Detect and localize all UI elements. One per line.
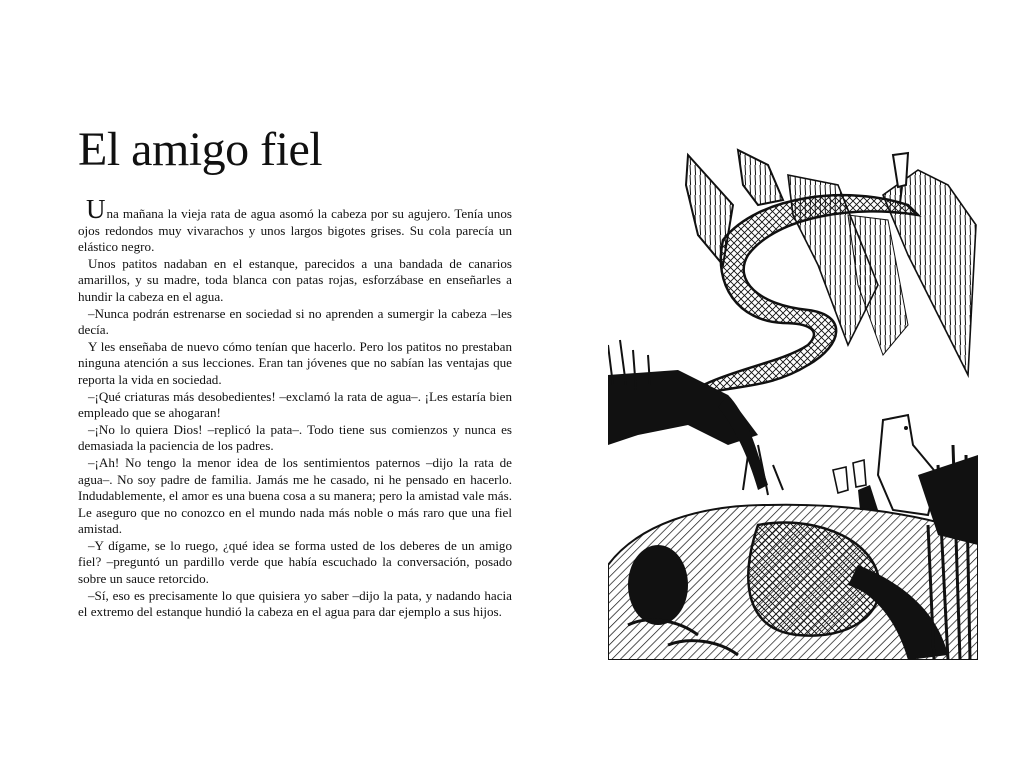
paragraph-7: –¡Ah! No tengo la menor idea de los sentimientos paternos –dijo la rata de agua–. No soy padre de familia. Jamás me he casado, ni he pensado en hacerlo. Indudablemente, el amor es una buena cosa a su manera; pero la amistad vale más. Le aseguro que no conozco en el mundo nada más noble o más raro que una fiel amistad. xyxy=(78,454,512,537)
paragraph-3: –Nunca podrán estrenarse en sociedad si no aprenden a sumergir la cabeza –les decía. xyxy=(78,305,512,338)
paragraph-5: –¡Qué criaturas más desobedientes! –exclamó la rata de agua–. ¡Les estaría bien empleado que se ahogaran! xyxy=(78,388,512,421)
paragraph-8: –Y dígame, se lo ruego, ¿qué idea se forma usted de los deberes de un amigo fiel? –preguntó un pardillo verde que había escuchado la conversación, posado sobre un sauce retorcido. xyxy=(78,537,512,587)
paragraph-2: Unos patitos nadaban en el estanque, parecidos a una bandada de canarios amarillos, y su madre, toda blanca con patas rojas, esforzábase en enseñarles a hundir la cabeza en el agua. xyxy=(78,255,512,304)
ink-illustration xyxy=(608,145,978,660)
paragraph-4: Y les enseñaba de nuevo cómo tenían que hacerlo. Pero los patitos no prestaban ninguna atención a sus lecciones. Eran tan jóvenes que no sabían las ventajas que reporta la vida en sociedad. xyxy=(78,338,512,387)
story-text xyxy=(78,194,512,621)
paragraph-9: –Sí, eso es precisamente lo que quisiera yo saber –dijo la pata, y nadando hacia el extremo del estanque hundió la cabeza en el agua para dar ejemplo a sus hijos. xyxy=(78,587,512,620)
paragraph-1-text: na mañana la vieja rata de agua asomó la cabeza por su agujero. Tenía unos ojos redondos muy vivarachos y unos largos bigotes grises. Su cola parecía un elástico negro. xyxy=(78,206,512,255)
grassy-bank xyxy=(608,340,783,495)
page-title: El amigo fiel xyxy=(78,123,323,176)
paragraph-6: –¡No lo quiera Dios! –replicó la pata–. Todo tiene sus comienzos y nunca es demasiada la paciencia de los padres. xyxy=(78,421,512,454)
ducks xyxy=(833,415,938,515)
drop-cap: U xyxy=(86,194,106,224)
pond-ground xyxy=(608,505,978,660)
paragraph-1 xyxy=(78,194,512,256)
